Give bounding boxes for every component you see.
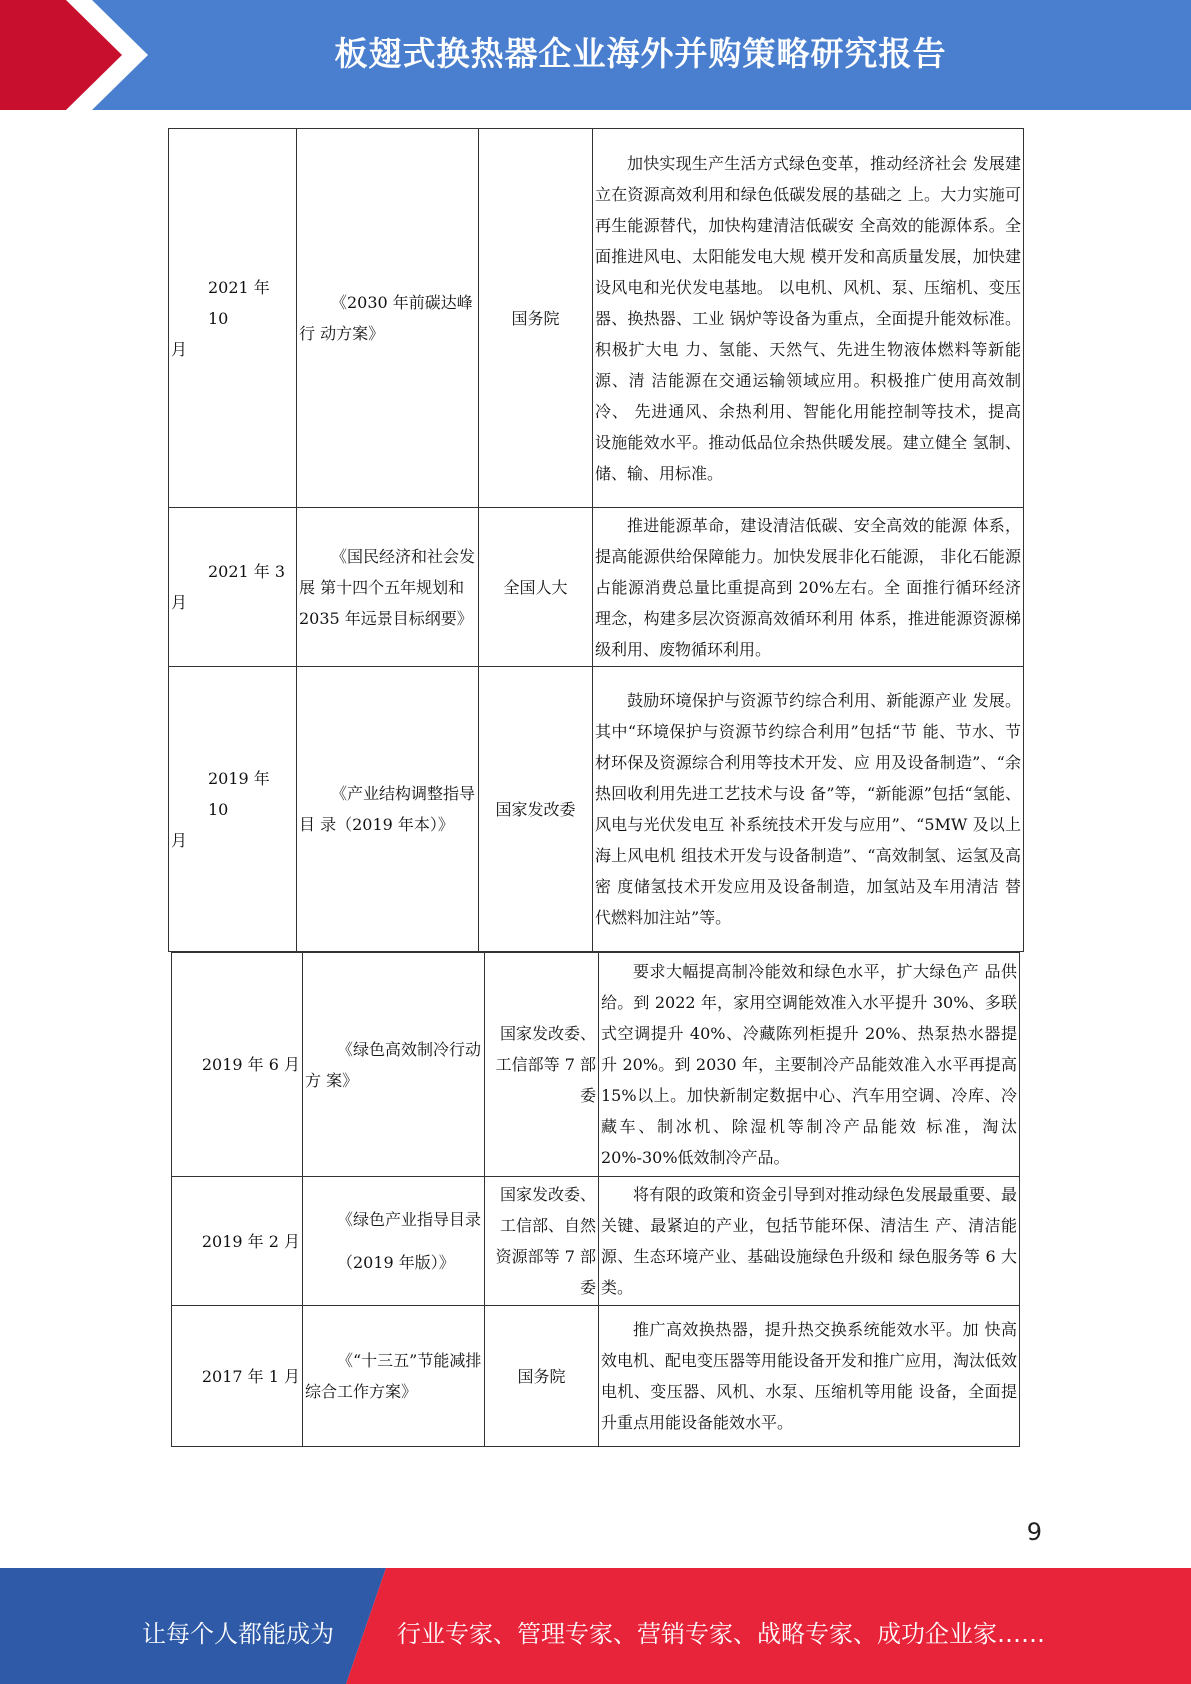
content-cell: 推广高效换热器，提升热交换系统能效水平。加 快高效电机、配电变压器等用能设备开发和推广应用，淘汰低效电机、变压器、风机、水泵、压缩机等用能 设备，全面提升重点用能设备能效水平。 bbox=[599, 1306, 1020, 1447]
issuer-cell: 国家发改委、 工信部、自然 资源部等 7 部 委 bbox=[485, 1177, 599, 1306]
issuer-cell: 国家发改委 bbox=[479, 667, 593, 952]
page-number: 9 bbox=[1026, 1518, 1042, 1546]
date-cell: 2021 年 10 月 bbox=[169, 129, 297, 508]
table-row bbox=[172, 953, 1020, 1177]
date-cell: 2019 年 2 月 bbox=[172, 1177, 303, 1306]
page-footer bbox=[0, 1568, 1191, 1684]
report-title: 板翅式换热器企业海外并购策略研究报告 bbox=[334, 34, 947, 73]
document-cell: 《绿色高效制冷行动方 案》 bbox=[303, 953, 485, 1177]
issuer-cell: 国务院 bbox=[479, 129, 593, 508]
document-cell: 《国民经济和社会发展 第十四个五年规划和 2035 年远景目标纲要》 bbox=[297, 508, 479, 667]
date-cell: 2021 年 3 月 bbox=[169, 508, 297, 667]
table-row bbox=[169, 129, 1024, 508]
issuer-cell: 国家发改委、 工信部等 7 部 委 bbox=[485, 953, 599, 1177]
table-row bbox=[172, 1306, 1020, 1447]
document-cell: 《产业结构调整指导目 录（2019 年本）》 bbox=[297, 667, 479, 952]
date-cell: 2017 年 1 月 bbox=[172, 1306, 303, 1447]
policy-table-2 bbox=[171, 952, 1020, 1447]
document-cell: 《绿色产业指导目录 （2019 年版）》 bbox=[303, 1177, 485, 1306]
date-cell: 2019 年 10 月 bbox=[169, 667, 297, 952]
table-row bbox=[172, 1177, 1020, 1306]
content-cell: 要求大幅提高制冷能效和绿色水平，扩大绿色产 品供给。到 2022 年，家用空调能效准入水平提升 30%、多联式空调提升 40%、冷藏陈列柜提升 20%、热泵热水器提升 20%。到 2030 年，主要制冷产品能效准入水平再提高 15%以上。加快新制定数据中心、汽车用空调、冷库、冷藏车、制冰机、除湿机等制冷产品能效 标准，淘汰 20%-30%低效制冷产品。 bbox=[599, 953, 1020, 1177]
table-row bbox=[169, 508, 1024, 667]
page-header bbox=[0, 0, 1191, 110]
table-row bbox=[169, 667, 1024, 952]
document-cell: 《2030 年前碳达峰行 动方案》 bbox=[297, 129, 479, 508]
footer-slogan-right: 行业专家、管理专家、营销专家、战略专家、成功企业家…… bbox=[397, 1620, 1045, 1648]
policy-table-1 bbox=[168, 128, 1024, 952]
content-cell: 将有限的政策和资金引导到对推动绿色发展最重要、最关键、最紧迫的产业，包括节能环保、清洁生 产、清洁能源、生态环境产业、基础设施绿色升级和 绿色服务等 6 大类。 bbox=[599, 1177, 1020, 1306]
issuer-cell: 国务院 bbox=[485, 1306, 599, 1447]
date-cell: 2019 年 6 月 bbox=[172, 953, 303, 1177]
content-cell: 推进能源革命，建设清洁低碳、安全高效的能源 体系，提高能源供给保障能力。加快发展非化石能源， 非化石能源占能源消费总量比重提高到 20%左右。全 面推行循环经济理念，构建多层次资源高效循环利用 体系，推进能源资源梯级利用、废物循环利用。 bbox=[593, 508, 1024, 667]
content-cell: 加快实现生产生活方式绿色变革，推动经济社会 发展建立在资源高效利用和绿色低碳发展的基础之 上。大力实施可再生能源替代，加快构建清洁低碳安 全高效的能源体系。全面推进风电、太阳能发电大规 模开发和高质量发展，加快建设风电和光伏发电基地。 以电机、风机、泵、压缩机、变压器、换热器、工业 锅炉等设备为重点，全面提升能效标准。积极扩大电 力、氢能、天然气、先进生物液体燃料等新能源、清 洁能源在交通运输领域应用。积极推广使用高效制冷、 先进通风、余热利用、智能化用能控制等技术，提高 设施能效水平。推动低品位余热供暖发展。建立健全 氢制、储、输、用标准。 bbox=[593, 129, 1024, 508]
footer-slogan-left: 让每个人都能成为 bbox=[142, 1620, 334, 1648]
document-cell: 《“十三五”节能减排 综合工作方案》 bbox=[303, 1306, 485, 1447]
content-cell: 鼓励环境保护与资源节约综合利用、新能源产业 发展。其中“环境保护与资源节约综合利用”包括“节 能、节水、节材环保及资源综合利用等技术开发、应 用及设备制造”、“余热回收利用先进工艺技术与设 备”等，“新能源”包括“氢能、风电与光伏发电互 补系统技术开发与应用”、“5MW 及以上海上风电机 组技术开发与设备制造”、“高效制氢、运氢及高密 度储氢技术开发应用及设备制造，加氢站及车用清洁 替代燃料加注站”等。 bbox=[593, 667, 1024, 952]
issuer-cell: 全国人大 bbox=[479, 508, 593, 667]
